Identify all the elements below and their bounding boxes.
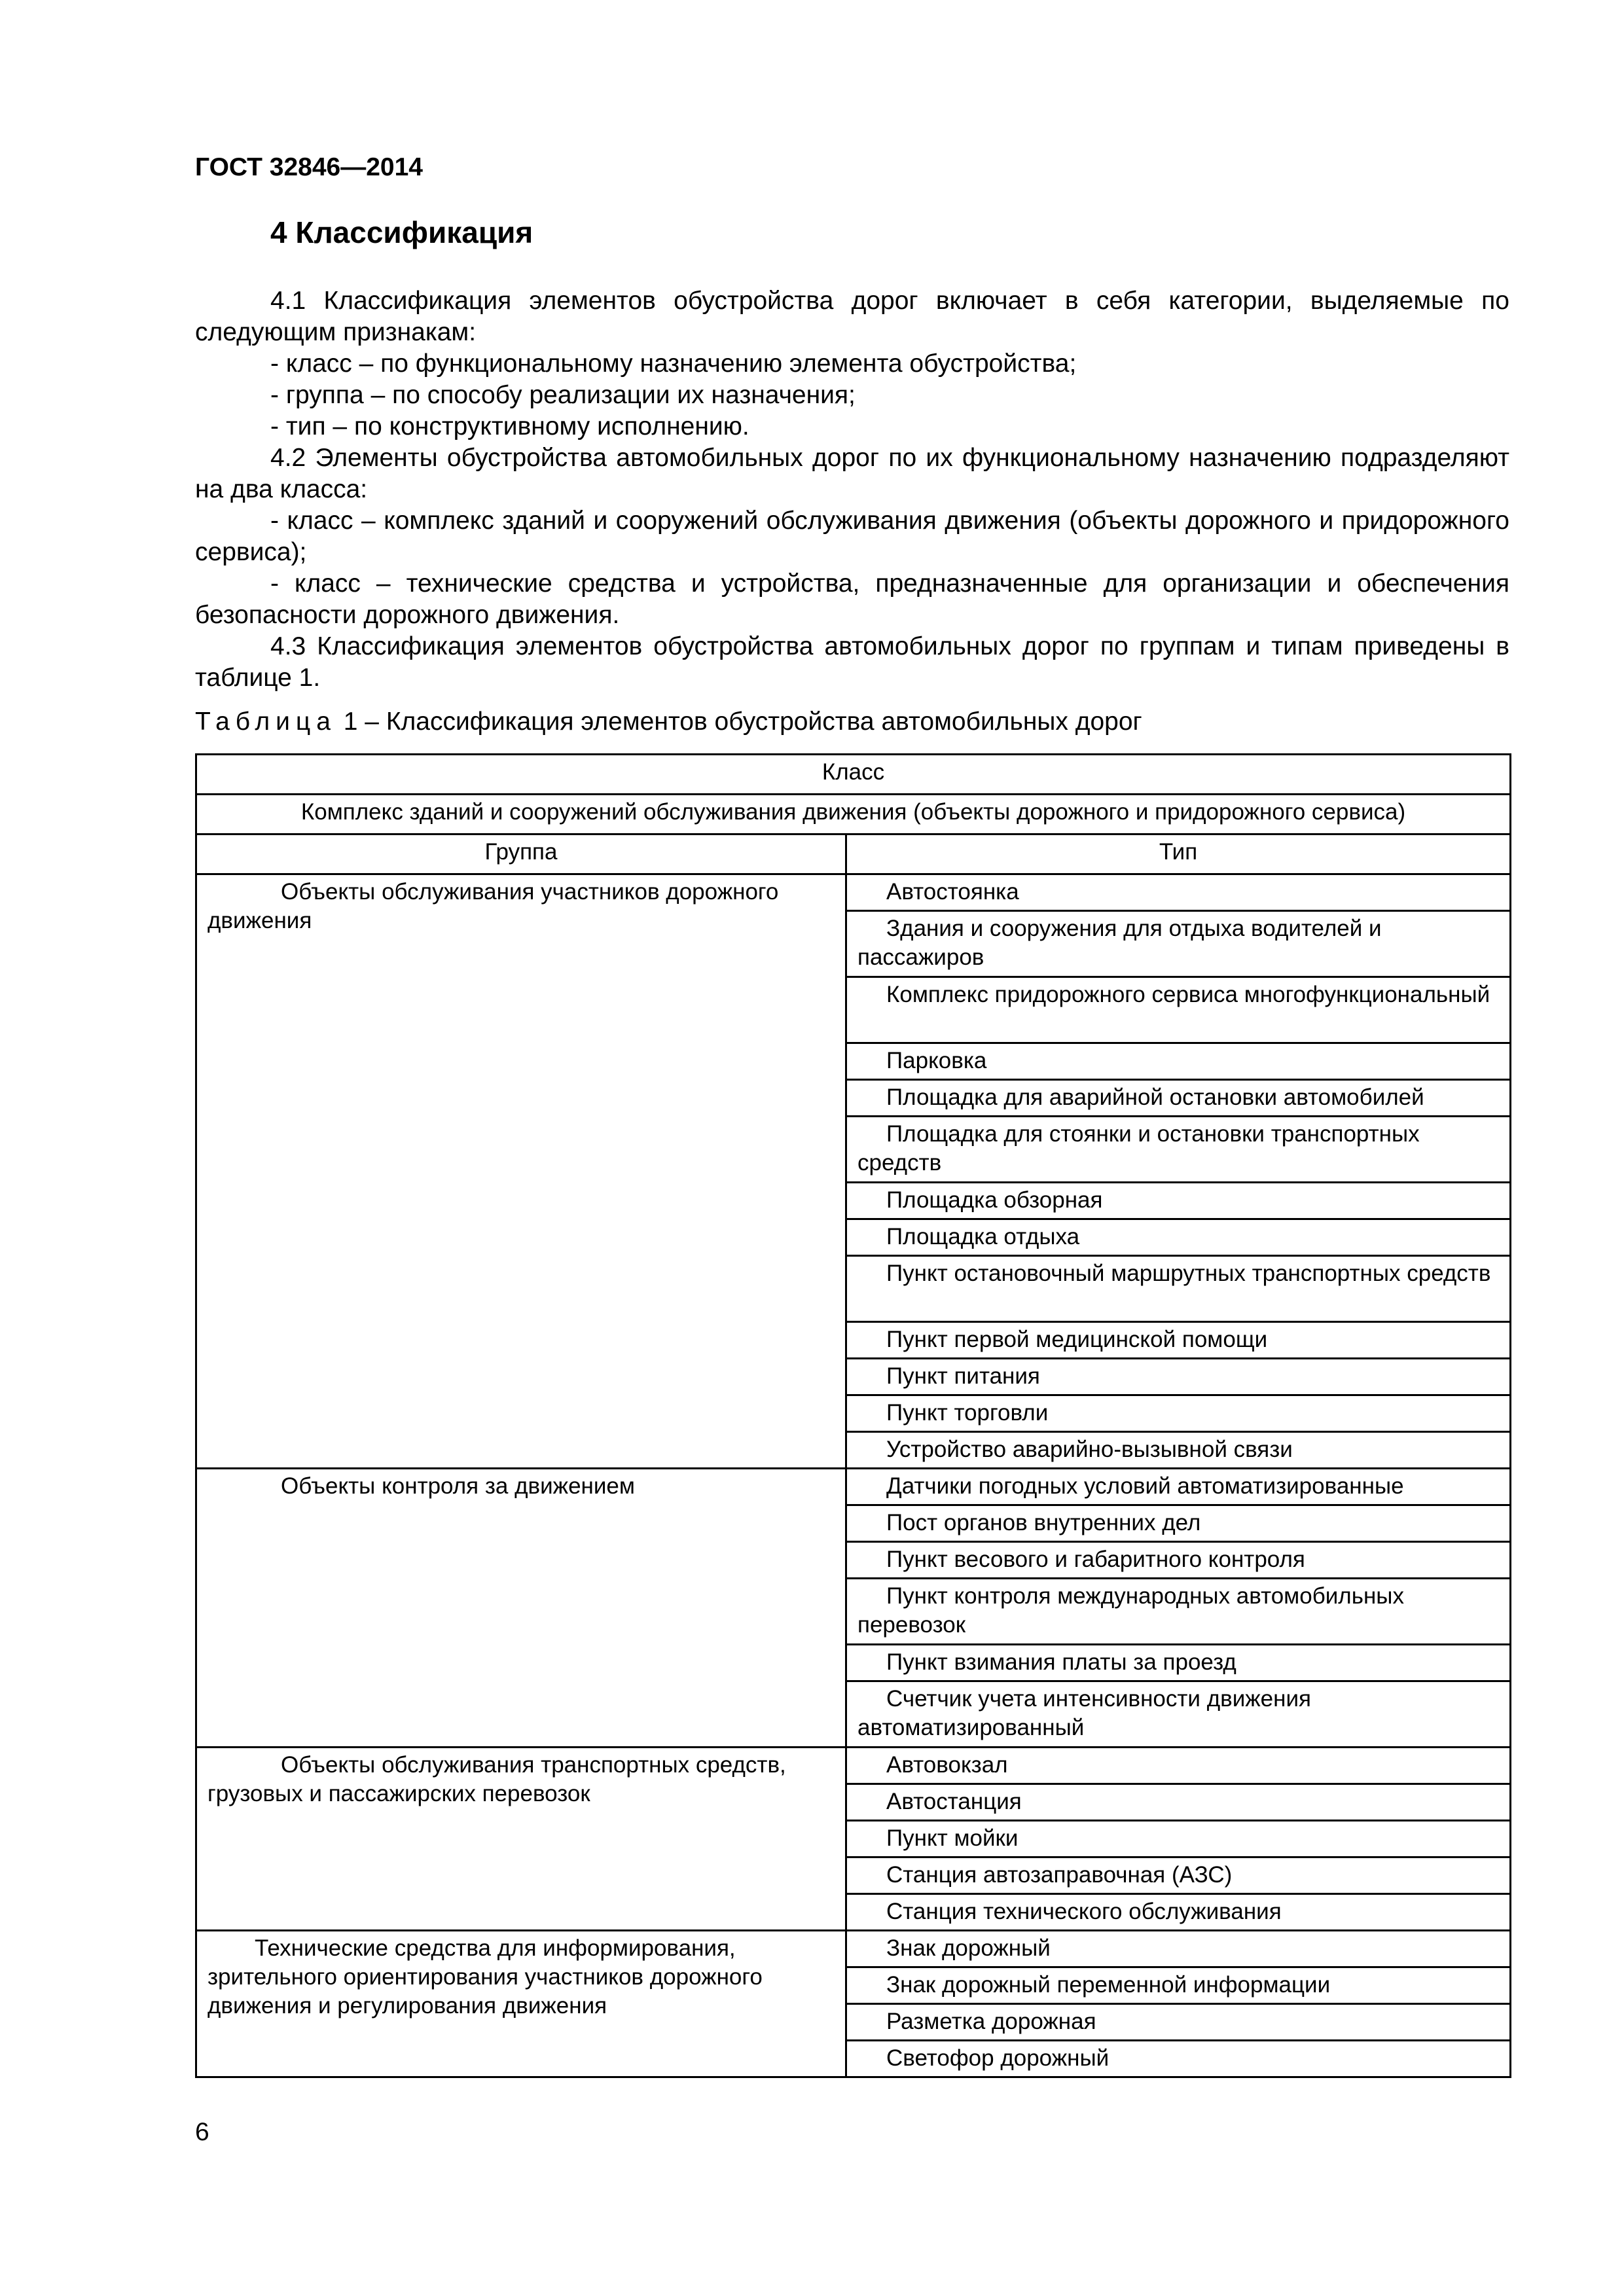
type-cell: Парковка (846, 1043, 1511, 1080)
group-cell: Объекты обслуживания участников дорожного движения (196, 874, 846, 1469)
group-cell: Объекты обслуживания транспортных средств, грузовых и пассажирских перевозок (196, 1748, 846, 1931)
type-cell: Пост органов внутренних дел (846, 1505, 1511, 1542)
class-value-cell: Комплекс зданий и сооружений обслуживания движения (объекты дорожного и придорожного сервиса) (196, 795, 1511, 834)
paragraph-4-1: 4.1 Классификация элементов обустройства дорог включает в себя категории, выделяемые по следующим признакам: (195, 287, 1509, 346)
table-row (196, 1469, 1511, 1505)
table-caption-label: Таблица (195, 708, 336, 736)
type-cell: Знак дорожный (846, 1931, 1511, 1967)
type-cell: Площадка для стоянки и остановки транспортных средств (846, 1117, 1511, 1183)
type-cell: Автостоянка (846, 874, 1511, 911)
type-cell: Станция технического обслуживания (846, 1894, 1511, 1931)
type-cell: Станция автозаправочная (АЗС) (846, 1857, 1511, 1894)
type-cell: Счетчик учета интенсивности движения автоматизированный (846, 1681, 1511, 1748)
table-caption-text: 1 – Классификация элементов обустройства автомобильных дорог (343, 708, 1142, 736)
table-header-row (196, 795, 1511, 834)
type-cell: Пункт остановочный маршрутных транспортных средств (846, 1256, 1511, 1322)
class-header-cell: Класс (196, 755, 1511, 795)
table-row (196, 1748, 1511, 1784)
table-header-row (196, 834, 1511, 874)
type-cell: Датчики погодных условий автоматизированные (846, 1469, 1511, 1505)
group-column-header: Группа (196, 834, 846, 874)
table-header-row (196, 755, 1511, 795)
group-cell: Объекты контроля за движением (196, 1469, 846, 1748)
type-cell: Автостанция (846, 1784, 1511, 1821)
type-cell: Пункт весового и габаритного контроля (846, 1542, 1511, 1579)
paragraph-4-2: 4.2 Элементы обустройства автомобильных дорог по их функциональному назначению подразделяют на два класса: (195, 444, 1509, 503)
type-cell: Площадка отдыха (846, 1219, 1511, 1256)
type-cell: Устройство аварийно-вызывной связи (846, 1432, 1511, 1469)
list-item-class: - класс – по функциональному назначению элемента обустройства; (270, 350, 1077, 378)
paragraph-4-3: 4.3 Классификация элементов обустройства автомобильных дорог по группам и типам приведены в таблице 1. (195, 632, 1509, 692)
type-cell: Площадка для аварийной остановки автомобилей (846, 1080, 1511, 1117)
section-body (195, 285, 1509, 694)
type-cell: Пункт контроля международных автомобильных перевозок (846, 1579, 1511, 1645)
list-item-type: - тип – по конструктивному исполнению. (270, 412, 749, 440)
type-column-header: Тип (846, 834, 1511, 874)
type-cell: Разметка дорожная (846, 2004, 1511, 2041)
type-cell: Пункт мойки (846, 1821, 1511, 1857)
document-code: ГОСТ 32846—2014 (195, 153, 423, 181)
type-cell: Светофор дорожный (846, 2041, 1511, 2077)
section-title: 4 Классификация (270, 215, 533, 249)
type-cell: Автовокзал (846, 1748, 1511, 1784)
table-caption (195, 708, 1142, 736)
type-cell: Пункт питания (846, 1359, 1511, 1395)
list-item-group: - группа – по способу реализации их назначения; (270, 381, 856, 409)
type-cell: Пункт первой медицинской помощи (846, 1322, 1511, 1359)
type-cell: Комплекс придорожного сервиса многофункциональный (846, 977, 1511, 1043)
page-number: 6 (195, 2118, 209, 2146)
table-row (196, 874, 1511, 911)
classification-table (195, 753, 1511, 2078)
list-item-class-1: - класс – комплекс зданий и сооружений обслуживания движения (объекты дорожного и придорожного сервиса); (195, 507, 1509, 566)
type-cell: Знак дорожный переменной информации (846, 1967, 1511, 2004)
group-cell: Технические средства для информирования, зрительного ориентирования участников дорожного движения и регулирования движения (196, 1931, 846, 2077)
classification-table-body (196, 755, 1511, 2077)
list-item-class-2: - класс – технические средства и устройства, предназначенные для организации и обеспечения безопасности дорожного движения. (195, 569, 1509, 629)
type-cell: Здания и сооружения для отдыха водителей и пассажиров (846, 911, 1511, 977)
type-cell: Пункт торговли (846, 1395, 1511, 1432)
type-cell: Площадка обзорная (846, 1183, 1511, 1219)
type-cell: Пункт взимания платы за проезд (846, 1645, 1511, 1681)
table-row (196, 1931, 1511, 1967)
